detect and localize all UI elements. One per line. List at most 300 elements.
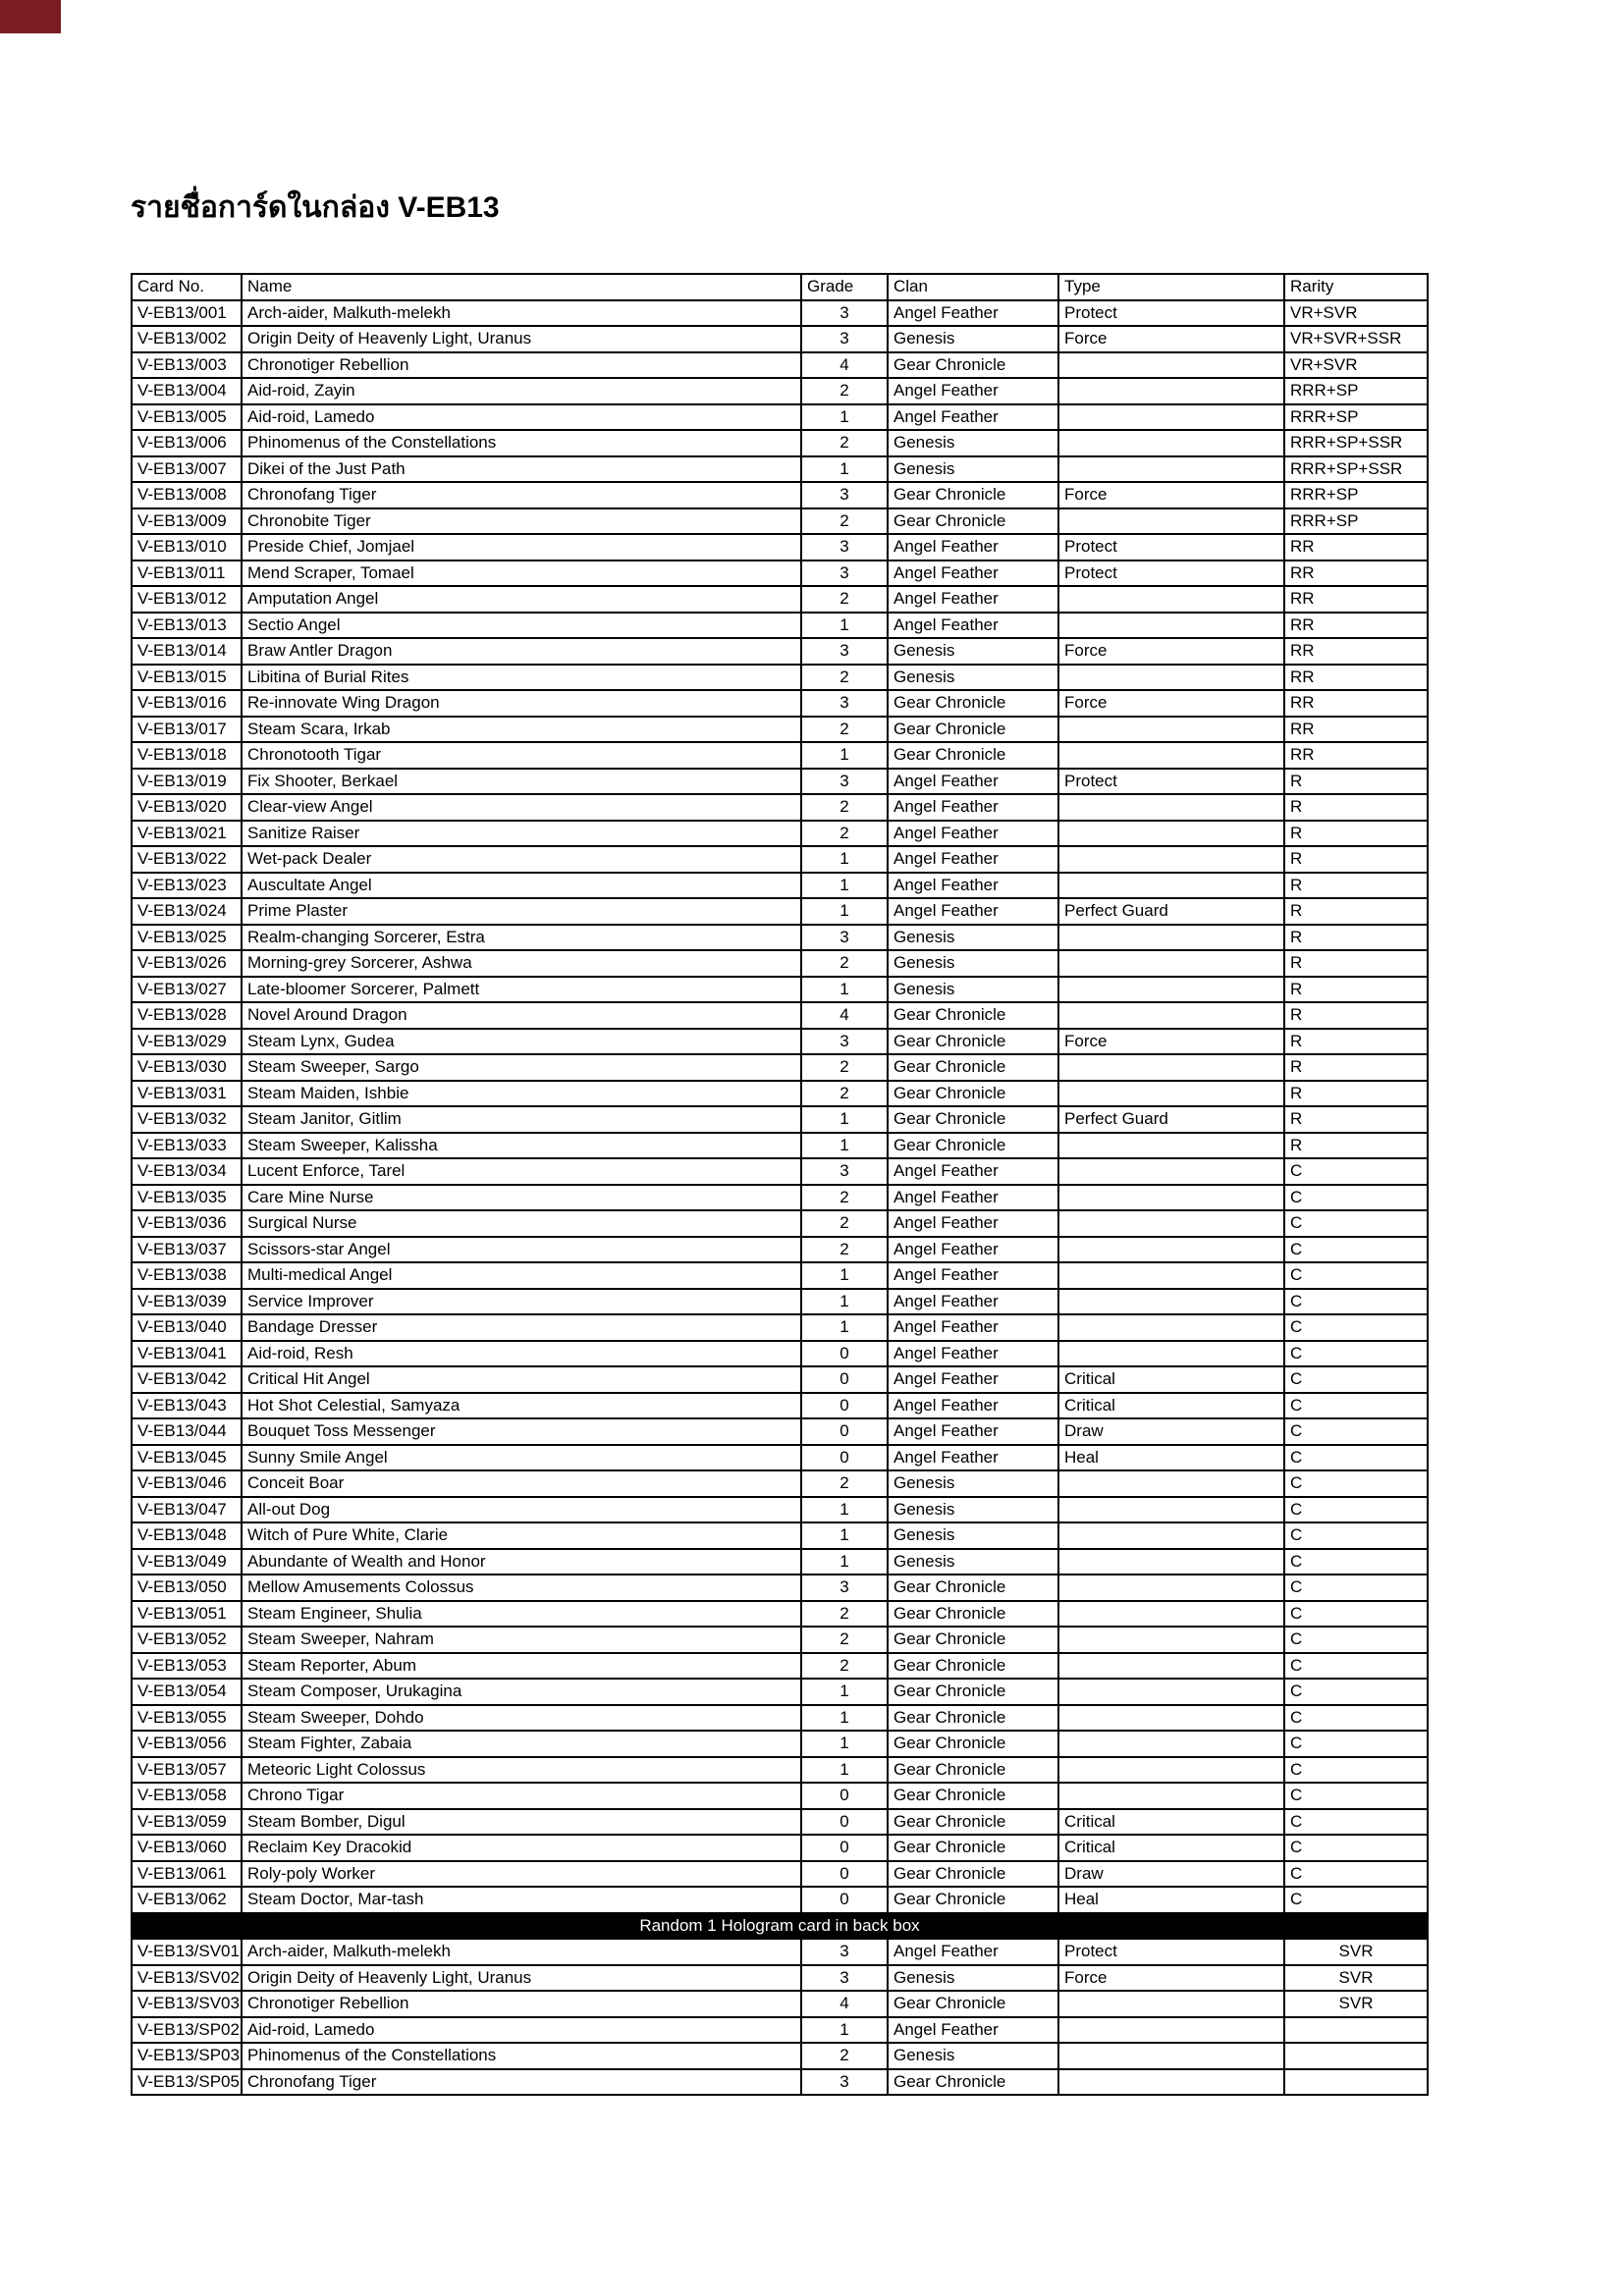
cell-card-no: V-EB13/011 [132,561,242,587]
cell-name: Auscultate Angel [242,873,801,899]
cell-clan: Angel Feather [888,821,1058,847]
cell-card-no: V-EB13/034 [132,1158,242,1185]
cell-rarity: VR+SVR+SSR [1284,326,1428,352]
cell-rarity: C [1284,1601,1428,1628]
cell-type: Perfect Guard [1058,1106,1284,1133]
cell-rarity: RR [1284,561,1428,587]
cell-type [1058,950,1284,977]
cell-clan: Gear Chronicle [888,1653,1058,1680]
cell-grade: 1 [801,1106,888,1133]
cell-name: Steam Janitor, Gitlim [242,1106,801,1133]
cell-card-no: V-EB13/060 [132,1835,242,1861]
cell-card-no: V-EB13/016 [132,690,242,717]
cell-rarity: R [1284,898,1428,925]
cell-name: Care Mine Nurse [242,1185,801,1211]
cell-grade: 3 [801,690,888,717]
cell-rarity: C [1284,1679,1428,1705]
cell-card-no: V-EB13/SP05 [132,2069,242,2096]
cell-rarity: C [1284,1627,1428,1653]
cell-grade: 1 [801,1549,888,1575]
table-row [132,1705,1428,1732]
cell-grade: 3 [801,534,888,561]
cell-card-no: V-EB13/001 [132,300,242,327]
cell-clan: Gear Chronicle [888,482,1058,508]
cell-name: Critical Hit Angel [242,1366,801,1393]
cell-clan: Gear Chronicle [888,1133,1058,1159]
cell-rarity: R [1284,950,1428,977]
cell-name: Reclaim Key Dracokid [242,1835,801,1861]
cell-card-no: V-EB13/SP03 [132,2043,242,2069]
table-row [132,613,1428,639]
cell-type [1058,742,1284,769]
corner-artifact [0,0,61,33]
cell-card-no: V-EB13/009 [132,508,242,535]
cell-rarity: SVR [1284,1991,1428,2017]
cell-name: Arch-aider, Malkuth-melekh [242,300,801,327]
cell-clan: Angel Feather [888,1366,1058,1393]
cell-type [1058,1679,1284,1705]
cell-type [1058,1549,1284,1575]
cell-clan: Angel Feather [888,1289,1058,1315]
table-row [132,821,1428,847]
cell-type [1058,508,1284,535]
cell-card-no: V-EB13/055 [132,1705,242,1732]
cell-name: All-out Dog [242,1497,801,1523]
cell-grade: 1 [801,898,888,925]
cell-name: Bandage Dresser [242,1314,801,1341]
cell-rarity: C [1284,1341,1428,1367]
cell-name: Lucent Enforce, Tarel [242,1158,801,1185]
table-row [132,846,1428,873]
cell-type [1058,1081,1284,1107]
cell-name: Meteoric Light Colossus [242,1757,801,1784]
cell-grade: 0 [801,1887,888,1913]
cell-clan: Gear Chronicle [888,1887,1058,1913]
cell-grade: 3 [801,1575,888,1601]
cell-card-no: V-EB13/004 [132,378,242,404]
cell-name: Steam Fighter, Zabaia [242,1731,801,1757]
cell-rarity: C [1284,1497,1428,1523]
cell-card-no: V-EB13/010 [132,534,242,561]
cell-rarity: C [1284,1522,1428,1549]
cell-clan: Gear Chronicle [888,717,1058,743]
cell-type [1058,2069,1284,2096]
cell-name: Braw Antler Dragon [242,638,801,665]
cell-rarity: C [1284,1731,1428,1757]
cell-clan: Gear Chronicle [888,1783,1058,1809]
cell-rarity: R [1284,1081,1428,1107]
cell-clan: Genesis [888,1549,1058,1575]
cell-type [1058,1627,1284,1653]
cell-card-no: V-EB13/023 [132,873,242,899]
cell-clan: Gear Chronicle [888,1081,1058,1107]
table-row [132,404,1428,431]
cell-grade: 1 [801,1522,888,1549]
cell-grade: 0 [801,1783,888,1809]
cell-clan: Gear Chronicle [888,1575,1058,1601]
cell-grade: 3 [801,925,888,951]
cell-clan: Gear Chronicle [888,1106,1058,1133]
cell-card-no: V-EB13/047 [132,1497,242,1523]
cell-type [1058,925,1284,951]
card-list-table [131,273,1429,2096]
cell-card-no: V-EB13/053 [132,1653,242,1680]
table-row [132,274,1428,300]
table-row [132,1445,1428,1471]
cell-name: Chronotooth Tigar [242,742,801,769]
cell-rarity: C [1284,1705,1428,1732]
cell-type: Heal [1058,1445,1284,1471]
cell-clan: Gear Chronicle [888,1705,1058,1732]
cell-rarity: C [1284,1262,1428,1289]
cell-clan: Gear Chronicle [888,690,1058,717]
cell-grade: 3 [801,1965,888,1992]
table-row [132,534,1428,561]
table-row [132,1601,1428,1628]
cell-card-no: V-EB13/003 [132,352,242,379]
cell-rarity: C [1284,1210,1428,1237]
cell-name: Steam Engineer, Shulia [242,1601,801,1628]
cell-type: Force [1058,638,1284,665]
cell-card-no: V-EB13/039 [132,1289,242,1315]
table-row [132,1210,1428,1237]
cell-card-no: V-EB13/045 [132,1445,242,1471]
cell-clan: Angel Feather [888,1262,1058,1289]
cell-name: Service Improver [242,1289,801,1315]
cell-rarity: R [1284,1054,1428,1081]
table-header-row [132,274,1428,300]
table-row [132,508,1428,535]
cell-clan: Angel Feather [888,300,1058,327]
cell-name: Sanitize Raiser [242,821,801,847]
cell-rarity: C [1284,1366,1428,1393]
cell-type [1058,378,1284,404]
cell-type [1058,613,1284,639]
cell-type: Force [1058,326,1284,352]
table-row [132,482,1428,508]
cell-grade: 1 [801,742,888,769]
table-row [132,352,1428,379]
table-row [132,1237,1428,1263]
cell-card-no: V-EB13/048 [132,1522,242,1549]
cell-card-no: V-EB13/041 [132,1341,242,1367]
cell-rarity: R [1284,769,1428,795]
cell-grade: 2 [801,717,888,743]
table-row [132,1341,1428,1367]
cell-rarity: C [1284,1861,1428,1888]
cell-type: Force [1058,690,1284,717]
table-row [132,1418,1428,1445]
cell-grade: 3 [801,1939,888,1965]
cell-rarity: RRR+SP [1284,482,1428,508]
cell-grade: 4 [801,352,888,379]
cell-type [1058,717,1284,743]
cell-name: Chronotiger Rebellion [242,352,801,379]
cell-grade: 3 [801,638,888,665]
table-row [132,1158,1428,1185]
cell-rarity: C [1284,1158,1428,1185]
cell-grade: 1 [801,404,888,431]
cell-type: Critical [1058,1835,1284,1861]
cell-name: Steam Bomber, Digul [242,1809,801,1836]
table-row [132,1054,1428,1081]
cell-clan: Gear Chronicle [888,1679,1058,1705]
cell-name: Steam Doctor, Mar-tash [242,1887,801,1913]
cell-grade: 0 [801,1393,888,1419]
cell-grade: 2 [801,665,888,691]
cell-grade: 1 [801,1133,888,1159]
cell-card-no: V-EB13/051 [132,1601,242,1628]
table-row [132,690,1428,717]
cell-card-no: V-EB13/026 [132,950,242,977]
table-row [132,1002,1428,1029]
cell-card-no: V-EB13/058 [132,1783,242,1809]
cell-card-no: V-EB13/SV03 [132,1991,242,2017]
cell-type [1058,430,1284,456]
cell-card-no: V-EB13/049 [132,1549,242,1575]
cell-type [1058,1133,1284,1159]
cell-grade: 1 [801,613,888,639]
cell-type [1058,1757,1284,1784]
cell-type [1058,1002,1284,1029]
cell-grade: 0 [801,1809,888,1836]
cell-card-no: V-EB13/056 [132,1731,242,1757]
cell-clan: Genesis [888,638,1058,665]
cell-clan: Angel Feather [888,1393,1058,1419]
cell-card-no: V-EB13/013 [132,613,242,639]
cell-clan: Genesis [888,925,1058,951]
cell-type [1058,1497,1284,1523]
cell-rarity: C [1284,1653,1428,1680]
cell-card-no: V-EB13/021 [132,821,242,847]
cell-clan: Gear Chronicle [888,1757,1058,1784]
cell-type [1058,1237,1284,1263]
cell-clan: Angel Feather [888,1237,1058,1263]
cell-type [1058,1991,1284,2017]
table-row [132,1470,1428,1497]
cell-type [1058,1158,1284,1185]
table-row [132,1366,1428,1393]
cell-rarity: RR [1284,717,1428,743]
cell-type [1058,1054,1284,1081]
cell-name: Aid-roid, Zayin [242,378,801,404]
cell-type [1058,1601,1284,1628]
cell-card-no: V-EB13/028 [132,1002,242,1029]
table-row [132,1887,1428,1913]
cell-clan: Gear Chronicle [888,1002,1058,1029]
cell-grade: 1 [801,1705,888,1732]
cell-rarity: C [1284,1418,1428,1445]
cell-type [1058,873,1284,899]
table-row [132,378,1428,404]
cell-type [1058,846,1284,873]
cell-type: Heal [1058,1887,1284,1913]
table-row [132,1081,1428,1107]
cell-name: Chronobite Tiger [242,508,801,535]
cell-clan: Angel Feather [888,1210,1058,1237]
cell-card-no: V-EB13/SV01 [132,1939,242,1965]
cell-grade: 0 [801,1445,888,1471]
cell-name: Mend Scraper, Tomael [242,561,801,587]
cell-rarity: SVR [1284,1965,1428,1992]
cell-grade: 2 [801,586,888,613]
cell-card-no: V-EB13/052 [132,1627,242,1653]
cell-rarity: C [1284,1314,1428,1341]
cell-type: Protect [1058,534,1284,561]
cell-grade: 1 [801,846,888,873]
cell-clan: Genesis [888,1522,1058,1549]
cell-clan: Angel Feather [888,846,1058,873]
cell-rarity: C [1284,1445,1428,1471]
table-row [132,873,1428,899]
cell-card-no: V-EB13/027 [132,977,242,1003]
cell-rarity: C [1284,1470,1428,1497]
cell-name: Sectio Angel [242,613,801,639]
cell-clan: Angel Feather [888,378,1058,404]
cell-type: Draw [1058,1418,1284,1445]
cell-type [1058,1314,1284,1341]
table-row [132,769,1428,795]
cell-grade: 3 [801,1029,888,1055]
cell-card-no: V-EB13/036 [132,1210,242,1237]
cell-rarity: VR+SVR [1284,300,1428,327]
cell-card-no: V-EB13/044 [132,1418,242,1445]
cell-name: Realm-changing Sorcerer, Estra [242,925,801,951]
cell-name: Conceit Boar [242,1470,801,1497]
cell-rarity: C [1284,1393,1428,1419]
cell-grade: 3 [801,561,888,587]
cell-grade: 4 [801,1991,888,2017]
cell-clan: Angel Feather [888,1341,1058,1367]
cell-rarity: C [1284,1575,1428,1601]
cell-card-no: V-EB13/020 [132,794,242,821]
cell-rarity: RRR+SP [1284,378,1428,404]
cell-type: Protect [1058,300,1284,327]
table-row [132,1991,1428,2017]
cell-card-no: V-EB13/032 [132,1106,242,1133]
cell-card-no: V-EB13/050 [132,1575,242,1601]
cell-name: Mellow Amusements Colossus [242,1575,801,1601]
cell-grade: 1 [801,1679,888,1705]
cell-type: Protect [1058,1939,1284,1965]
cell-card-no: V-EB13/015 [132,665,242,691]
cell-clan: Genesis [888,2043,1058,2069]
cell-clan: Gear Chronicle [888,1029,1058,1055]
cell-card-no: V-EB13/054 [132,1679,242,1705]
cell-name: Chronotiger Rebellion [242,1991,801,2017]
cell-name: Prime Plaster [242,898,801,925]
cell-clan: Angel Feather [888,898,1058,925]
cell-clan: Angel Feather [888,1185,1058,1211]
cell-type [1058,1210,1284,1237]
hologram-banner-row [132,1913,1428,1940]
cell-rarity: R [1284,873,1428,899]
table-row [132,1549,1428,1575]
cell-type [1058,1783,1284,1809]
table-row [132,1133,1428,1159]
cell-name: Steam Lynx, Gudea [242,1029,801,1055]
cell-type [1058,977,1284,1003]
cell-rarity: C [1284,1757,1428,1784]
cell-grade: 0 [801,1418,888,1445]
cell-rarity: C [1284,1237,1428,1263]
table-row [132,586,1428,613]
cell-name: Steam Maiden, Ishbie [242,1081,801,1107]
cell-name: Steam Sweeper, Nahram [242,1627,801,1653]
cell-rarity: C [1284,1783,1428,1809]
cell-type [1058,2017,1284,2044]
cell-rarity: RRR+SP+SSR [1284,430,1428,456]
cell-clan: Angel Feather [888,404,1058,431]
cell-grade: 2 [801,1601,888,1628]
cell-name: Scissors-star Angel [242,1237,801,1263]
cell-rarity: C [1284,1887,1428,1913]
cell-clan: Angel Feather [888,1939,1058,1965]
cell-card-no: V-EB13/057 [132,1757,242,1784]
cell-clan: Genesis [888,977,1058,1003]
cell-rarity: C [1284,1185,1428,1211]
cell-clan: Angel Feather [888,1445,1058,1471]
cell-type: Perfect Guard [1058,898,1284,925]
table-row [132,1029,1428,1055]
cell-card-no: V-EB13/017 [132,717,242,743]
cell-type: Critical [1058,1366,1284,1393]
table-row [132,300,1428,327]
cell-rarity: R [1284,1133,1428,1159]
cell-card-no: V-EB13/SP02 [132,2017,242,2044]
cell-name: Fix Shooter, Berkael [242,769,801,795]
table-row [132,925,1428,951]
cell-type [1058,1289,1284,1315]
table-row [132,1861,1428,1888]
cell-rarity: R [1284,977,1428,1003]
cell-rarity: C [1284,1835,1428,1861]
cell-name: Origin Deity of Heavenly Light, Uranus [242,1965,801,1992]
cell-rarity: RRR+SP [1284,508,1428,535]
cell-name: Steam Scara, Irkab [242,717,801,743]
cell-name: Steam Sweeper, Dohdo [242,1705,801,1732]
cell-clan: Angel Feather [888,1314,1058,1341]
cell-grade: 0 [801,1341,888,1367]
cell-name: Hot Shot Celestial, Samyaza [242,1393,801,1419]
cell-name: Aid-roid, Lamedo [242,404,801,431]
table-row [132,742,1428,769]
cell-grade: 0 [801,1366,888,1393]
cell-clan: Angel Feather [888,534,1058,561]
table-row [132,1965,1428,1992]
cell-name: Chrono Tigar [242,1783,801,1809]
table-row [132,561,1428,587]
cell-grade: 2 [801,821,888,847]
header-type: Type [1058,274,1284,300]
table-row [132,1731,1428,1757]
cell-card-no: V-EB13/018 [132,742,242,769]
cell-name: Chronofang Tiger [242,2069,801,2096]
cell-grade: 3 [801,300,888,327]
cell-grade: 4 [801,1002,888,1029]
cell-rarity: RR [1284,742,1428,769]
cell-type [1058,1575,1284,1601]
cell-clan: Angel Feather [888,769,1058,795]
cell-name: Late-bloomer Sorcerer, Palmett [242,977,801,1003]
cell-type [1058,1341,1284,1367]
cell-type: Draw [1058,1861,1284,1888]
cell-rarity: RR [1284,638,1428,665]
cell-type [1058,1522,1284,1549]
cell-clan: Gear Chronicle [888,1627,1058,1653]
cell-clan: Angel Feather [888,1418,1058,1445]
cell-clan: Angel Feather [888,561,1058,587]
